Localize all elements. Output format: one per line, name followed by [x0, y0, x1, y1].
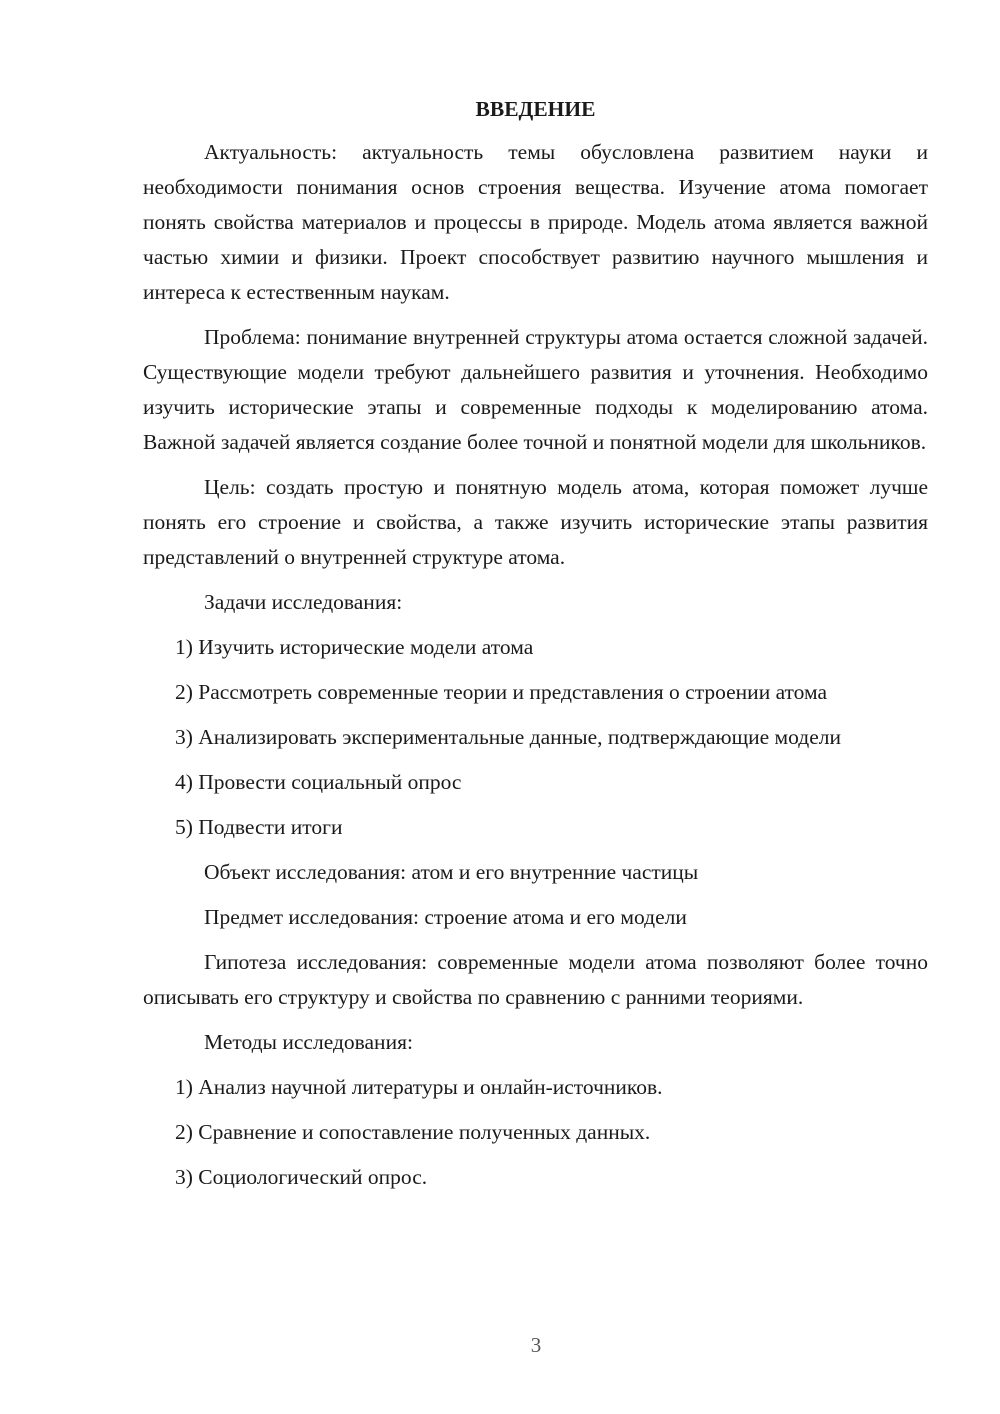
- goal-paragraph: Цель: создать простую и понятную модель атома, которая поможет лучше понять его строение и свойства, а также изучить исторические этапы развития представлений о внутренней структуре атома.: [143, 475, 928, 569]
- document-page: [143, 92, 928, 1205]
- page-number: 3: [530, 1333, 542, 1357]
- task-item: 1) Изучить исторические модели атома: [175, 635, 534, 659]
- hypothesis-paragraph: Гипотеза исследования: современные модели атома позволяют более точно описывать его структуру и свойства по сравнению с ранними теориями.: [143, 950, 928, 1009]
- task-item: 5) Подвести итоги: [175, 815, 343, 839]
- task-item: 3) Анализировать экспериментальные данные, подтверждающие модели: [175, 725, 841, 749]
- tasks-heading: Задачи исследования:: [204, 590, 403, 614]
- task-item: 2) Рассмотреть современные теории и представления о строении атома: [175, 680, 828, 704]
- task-item: 4) Провести социальный опрос: [175, 770, 462, 794]
- method-item: 1) Анализ научной литературы и онлайн-источников.: [175, 1075, 663, 1099]
- method-item: 3) Социологический опрос.: [175, 1165, 428, 1189]
- research-subject: Предмет исследования: строение атома и его модели: [204, 905, 687, 929]
- section-title: ВВЕДЕНИЕ: [475, 97, 596, 121]
- research-object: Объект исследования: атом и его внутренние частицы: [204, 860, 699, 884]
- relevance-paragraph: Актуальность: актуальность темы обусловлена развитием науки и необходимости понимания основ строения вещества. Изучение атома помогает понять свойства материалов и процессы в природе. Модель атома является важной частью химии и физики. Проект способствует развитию научного мышления и интереса к естественным наукам.: [143, 140, 928, 304]
- methods-heading: Методы исследования:: [204, 1030, 413, 1054]
- problem-paragraph: Проблема: понимание внутренней структуры атома остается сложной задачей. Существующие модели требуют дальнейшего развития и уточнения. Необходимо изучить исторические этапы и современные подходы к моделированию атома. Важной задачей является создание более точной и понятной модели для школьников.: [143, 325, 928, 454]
- method-item: 2) Сравнение и сопоставление полученных данных.: [175, 1120, 651, 1144]
